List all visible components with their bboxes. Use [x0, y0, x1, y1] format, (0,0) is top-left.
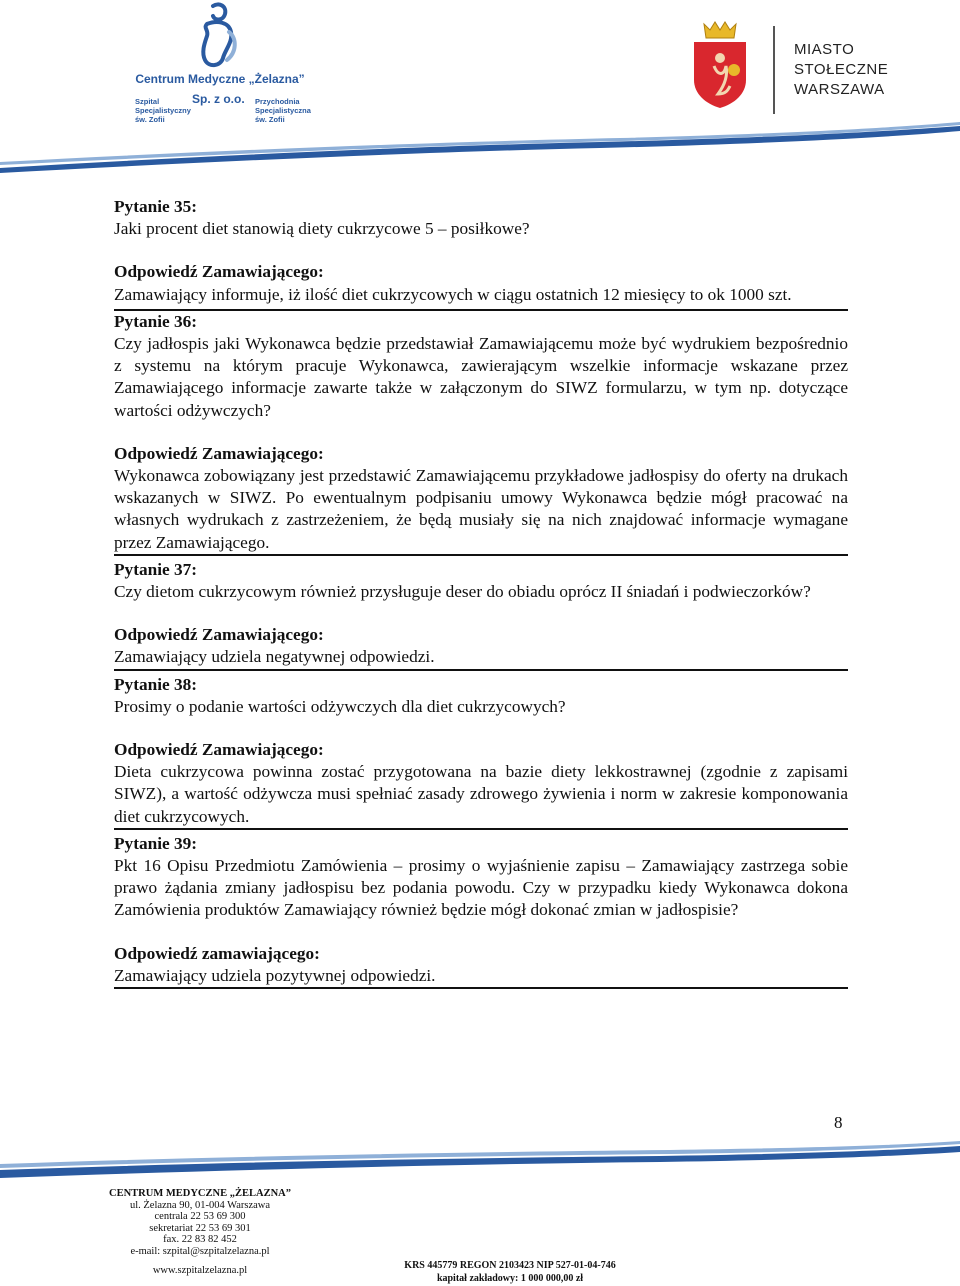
answer-label: Odpowiedź Zamawiającego:: [114, 625, 324, 645]
question-text: Pkt 16 Opisu Przedmiotu Zamówienia – prosimy o wyjaśnienie zapisu – Zamawiający zastrzega sobie prawo żądania zmiany jadłospisu bez podania powodu. Czy w przypadku kiedy Wykonawca dokona Zamówienia produktów Zamawiający również będzie mógł dokonać zmian w jadłospisie?: [114, 856, 848, 920]
answer-label: Odpowiedź Zamawiającego:: [114, 262, 324, 282]
page-header: [0, 0, 960, 175]
question-text: Czy dietom cukrzycowym również przysługuje deser do obiadu oprócz II śniadań i podwieczorków?: [114, 582, 811, 602]
answer-text: Zamawiający udziela negatywnej odpowiedzi.: [114, 647, 435, 667]
logo-divider: [773, 26, 775, 114]
document-body: [114, 196, 848, 992]
question-label: Pytanie 38:: [114, 674, 198, 694]
answer-label: Odpowiedź Zamawiającego:: [114, 443, 324, 463]
question-text: Jaki procent diet stanowią diety cukrzycowe 5 – posiłkowe?: [114, 219, 530, 239]
logo-left-unit-line: Specjalistyczny: [135, 106, 191, 115]
city-line: STOŁECZNE: [794, 61, 889, 78]
question-text: Czy jadłospis jaki Wykonawca będzie przedstawiał Zamawiającemu może być wydrukiem bezpośrednio z systemu na którym pracuje Wykonawca, zawierającym wszelkie informacje wskazane przez Zamawiającego informacje zawarte także w załączonym do SIWZ formularzu, w tym np. dotyczące wartości odżywczych?: [114, 334, 848, 420]
answer-text: Wykonawca zobowiązany jest przedstawić Zamawiającemu przykładowe jadłospisy do oferty na drukach wskazanych w SIWZ. Po ewentualnym podpisaniu umowy Wykonawca będzie mógł pracować na własnych wydrukach z zastrzeżeniem, że będą musiały się na nich znajdować informacje wymagane przez Zamawiającego.: [114, 466, 848, 552]
qa-section: [114, 674, 848, 830]
answer-text: Dieta cukrzycowa powinna zostać przygotowana na bazie diety lekkostrawnej (zgodnie z zapisami SIWZ), a wartość odżywcza musi spełniać zasady zdrowego żywienia i norm w zakresie komponowania diet cukrzycowych.: [114, 762, 848, 826]
page-number: 8: [834, 1113, 843, 1132]
page-footer: [0, 1140, 960, 1286]
question-text: Prosimy o podanie wartości odżywczych dla diet cukrzycowych?: [114, 696, 566, 716]
answer-label: Odpowiedź Zamawiającego:: [114, 740, 324, 760]
footer-website[interactable]: www.szpitalzelazna.pl: [152, 1265, 248, 1276]
question-label: Pytanie 36:: [114, 311, 198, 331]
footer-registry: [390, 1259, 630, 1285]
footer-email[interactable]: e-mail: szpital@szpitalzelazna.pl: [130, 1245, 270, 1257]
question-label: Pytanie 35:: [114, 197, 198, 216]
footer-contact: [100, 1188, 300, 1257]
logo-right-unit-line: Specjalistyczna: [255, 106, 311, 115]
logo-right-unit-line: Przychodnia: [255, 97, 300, 106]
qa-section: [114, 196, 848, 306]
qa-section: [114, 559, 848, 671]
centrum-medyczne-logo: [130, 2, 310, 127]
logo-right-unit-line: św. Zofii: [255, 115, 285, 124]
city-name: [794, 40, 888, 100]
question-label: Pytanie 39:: [114, 833, 198, 853]
logo-company-form: Sp. z o.o.: [192, 92, 245, 106]
answer-text: Zamawiający udziela pozytywnej odpowiedzi.: [114, 965, 436, 985]
qa-section: [114, 309, 848, 556]
logo-name: Centrum Medyczne „Żelazna”: [135, 72, 305, 86]
logo-left-unit-line: Szpital: [135, 97, 160, 106]
footer-company-name: CENTRUM MEDYCZNE „ŻELAZNA”: [108, 1188, 291, 1199]
warsaw-crest-icon: [690, 20, 750, 110]
footer-registry-numbers: KRS 445779 REGON 2103423 NIP 527-01-04-746: [404, 1260, 616, 1271]
footer-fax: fax. 22 83 82 452: [163, 1234, 237, 1245]
footer-central-phone: centrala 22 53 69 300: [154, 1211, 246, 1222]
city-line: MIASTO: [794, 41, 855, 58]
answer-text: Zamawiający informuje, iż ilość diet cukrzycowych w ciągu ostatnich 12 miesięcy to ok 1000 szt.: [114, 284, 792, 304]
footer-secretariat-phone: sekretariat 22 53 69 301: [149, 1222, 251, 1234]
logo-left-unit-line: św. Zofii: [135, 115, 165, 124]
footer-address: ul. Żelazna 90, 01-004 Warszawa: [129, 1199, 271, 1211]
figure-logo-icon: [185, 2, 255, 72]
qa-section: [114, 833, 848, 989]
footer-capital: kapitał zakładowy: 1 000 000,00 zł: [436, 1273, 584, 1284]
answer-label: Odpowiedź zamawiającego:: [114, 943, 320, 963]
question-label: Pytanie 37:: [114, 559, 198, 579]
warsaw-city-logo: [690, 20, 910, 115]
header-wave-decoration: [0, 118, 960, 173]
city-line: WARSZAWA: [794, 81, 885, 98]
